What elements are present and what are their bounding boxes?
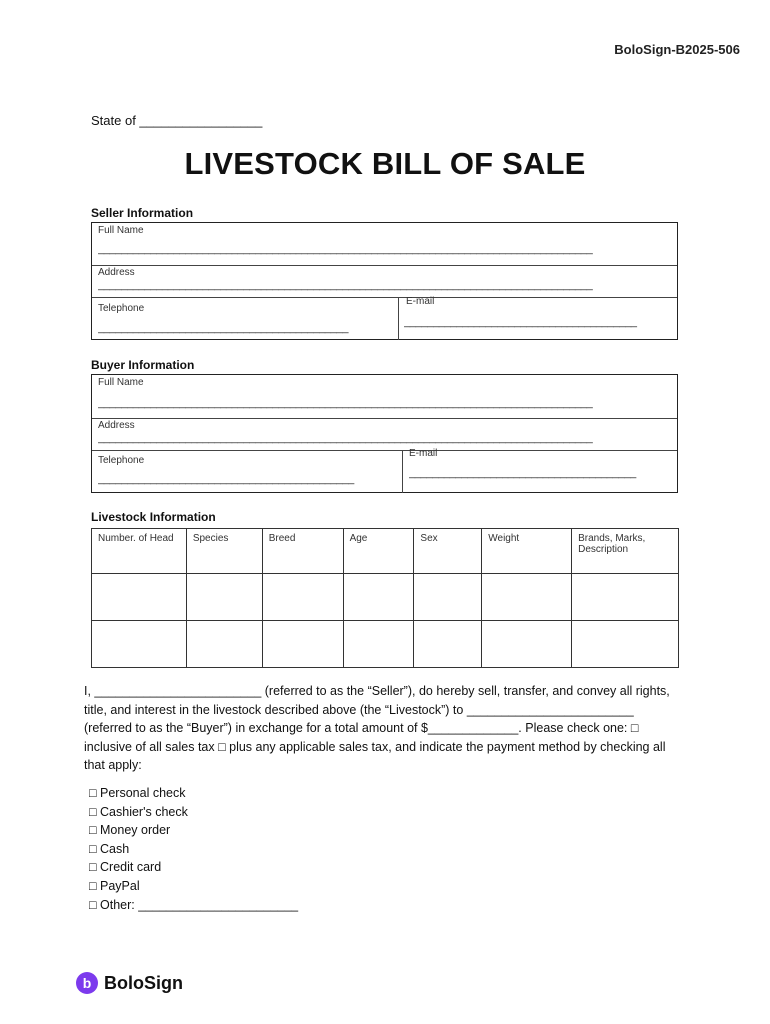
document-id: BoloSign-B2025-506 [614, 42, 740, 57]
table-row [92, 621, 679, 668]
livestock-header-row [92, 529, 679, 574]
table-cell[interactable] [343, 574, 414, 621]
buyer-telephone-label: Telephone [98, 455, 145, 466]
seller-address-row [92, 265, 677, 298]
col-sex: Sex [414, 529, 482, 574]
seller-box [91, 222, 678, 340]
seller-full-name-label: Full Name [98, 225, 144, 236]
bolosign-logo [76, 972, 183, 994]
payment-option-money-order[interactable]: □ Money order [89, 823, 171, 838]
page-title: LIVESTOCK BILL OF SALE [184, 146, 586, 181]
buyer-full-name-field[interactable]: _____________________________________________________________________________________ [98, 397, 593, 409]
seller-full-name-field[interactable]: _____________________________________________________________________________________ [98, 243, 593, 255]
buyer-telephone-field[interactable]: ____________________________________________ [98, 473, 354, 485]
buyer-full-name-label: Full Name [98, 377, 144, 388]
sale-statement-paragraph: I, ________________________ (referred to as the “Seller”), do hereby sell, transfer, and convey all rights, title, and interest in the livestock described above (the “Livestock”) to ________________________ (referred to as the “Buyer”) in exchange for a total amount of $_____________. Please check one: □ inclusive of all sales tax □ plus any applicable sales tax, and indicate the payment method by checking all that apply: [84, 684, 670, 772]
table-cell[interactable] [92, 621, 187, 668]
seller-telephone-label: Telephone [98, 303, 145, 314]
buyer-contact-row [92, 450, 677, 493]
seller-telephone-field[interactable]: ___________________________________________ [98, 322, 349, 334]
payment-option-paypal[interactable]: □ PayPal [89, 878, 140, 893]
table-cell[interactable] [186, 574, 262, 621]
table-cell[interactable] [572, 621, 679, 668]
seller-contact-divider [398, 298, 399, 340]
livestock-heading: Livestock Information [91, 510, 216, 524]
state-field[interactable]: State of _________________ [91, 113, 263, 128]
table-cell[interactable] [572, 574, 679, 621]
table-row [92, 574, 679, 621]
table-cell[interactable] [343, 621, 414, 668]
payment-method-list [89, 784, 298, 914]
col-brands-marks-description: Brands, Marks, Description [572, 529, 679, 574]
table-cell[interactable] [482, 621, 572, 668]
payment-option-personal-check[interactable]: □ Personal check [89, 786, 186, 800]
seller-heading: Seller Information [91, 206, 194, 220]
payment-option-credit-card[interactable]: □ Credit card [89, 860, 162, 875]
bolosign-logo-text: BoloSign [104, 972, 183, 993]
bolosign-logo-icon: b [76, 972, 98, 994]
col-weight: Weight [482, 529, 572, 574]
payment-option-other[interactable]: □ Other: _______________________ [89, 897, 299, 912]
seller-full-name-row [92, 223, 677, 265]
payment-option-cash[interactable]: □ Cash [89, 841, 130, 856]
seller-email-label: E-mail [406, 296, 435, 307]
payment-option-cashiers-check[interactable]: □ Cashier's check [89, 804, 188, 819]
seller-address-label: Address [98, 267, 135, 278]
table-cell[interactable] [262, 621, 343, 668]
buyer-address-row [92, 418, 677, 451]
buyer-address-label: Address [98, 420, 135, 431]
buyer-contact-divider [402, 451, 403, 493]
table-cell[interactable] [262, 574, 343, 621]
col-number-of-head: Number. of Head [92, 529, 187, 574]
buyer-email-label: E-mail [409, 448, 438, 459]
table-cell[interactable] [414, 574, 482, 621]
table-cell[interactable] [186, 621, 262, 668]
col-species: Species [186, 529, 262, 574]
buyer-address-field[interactable]: _____________________________________________________________________________________ [98, 432, 593, 444]
seller-email-field[interactable]: ________________________________________ [404, 316, 637, 328]
table-cell[interactable] [92, 574, 187, 621]
buyer-heading: Buyer Information [91, 358, 195, 372]
table-cell[interactable] [482, 574, 572, 621]
buyer-box [91, 374, 678, 493]
col-breed: Breed [262, 529, 343, 574]
buyer-full-name-row [92, 375, 677, 418]
seller-address-field[interactable]: _____________________________________________________________________________________ [98, 279, 593, 291]
table-cell[interactable] [414, 621, 482, 668]
seller-contact-row [92, 297, 677, 340]
col-age: Age [343, 529, 414, 574]
livestock-table [91, 528, 679, 668]
buyer-email-field[interactable]: _______________________________________ [409, 467, 636, 479]
